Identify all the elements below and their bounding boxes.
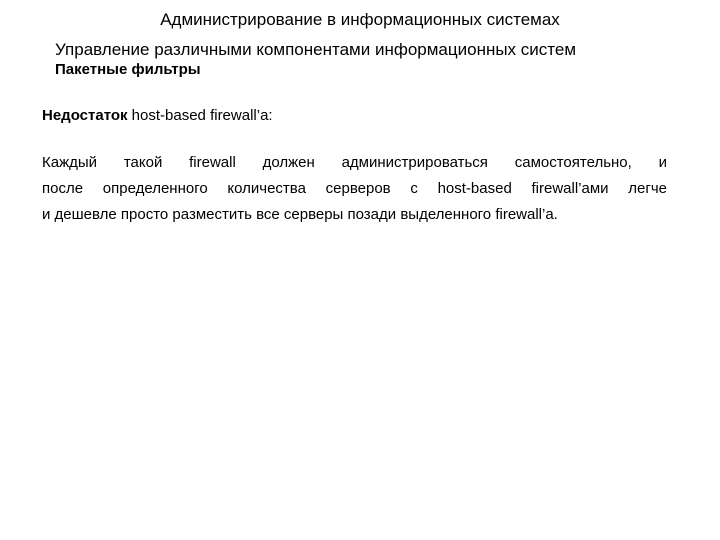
slide-header-title: Администрирование в информационных системах (160, 10, 560, 29)
body-line: и дешевле просто разместить все серверы позади выделенного firewall’а. (42, 206, 558, 223)
lead-rest-text: host-based firewall’a: (127, 107, 273, 124)
lead-strong-text: Недостаток (42, 107, 128, 124)
body-paragraph (42, 150, 667, 228)
lead-line (42, 106, 273, 126)
body-line: после определенного количества серверов с host-based firewall’ами легче (42, 180, 667, 197)
slide-header-subtitle: Управление различными компонентами информационных систем (55, 40, 577, 59)
section-title: Пакетные фильтры (55, 61, 201, 78)
body-line: Каждый такой firewall должен администрироваться самостоятельно, и (42, 154, 667, 171)
